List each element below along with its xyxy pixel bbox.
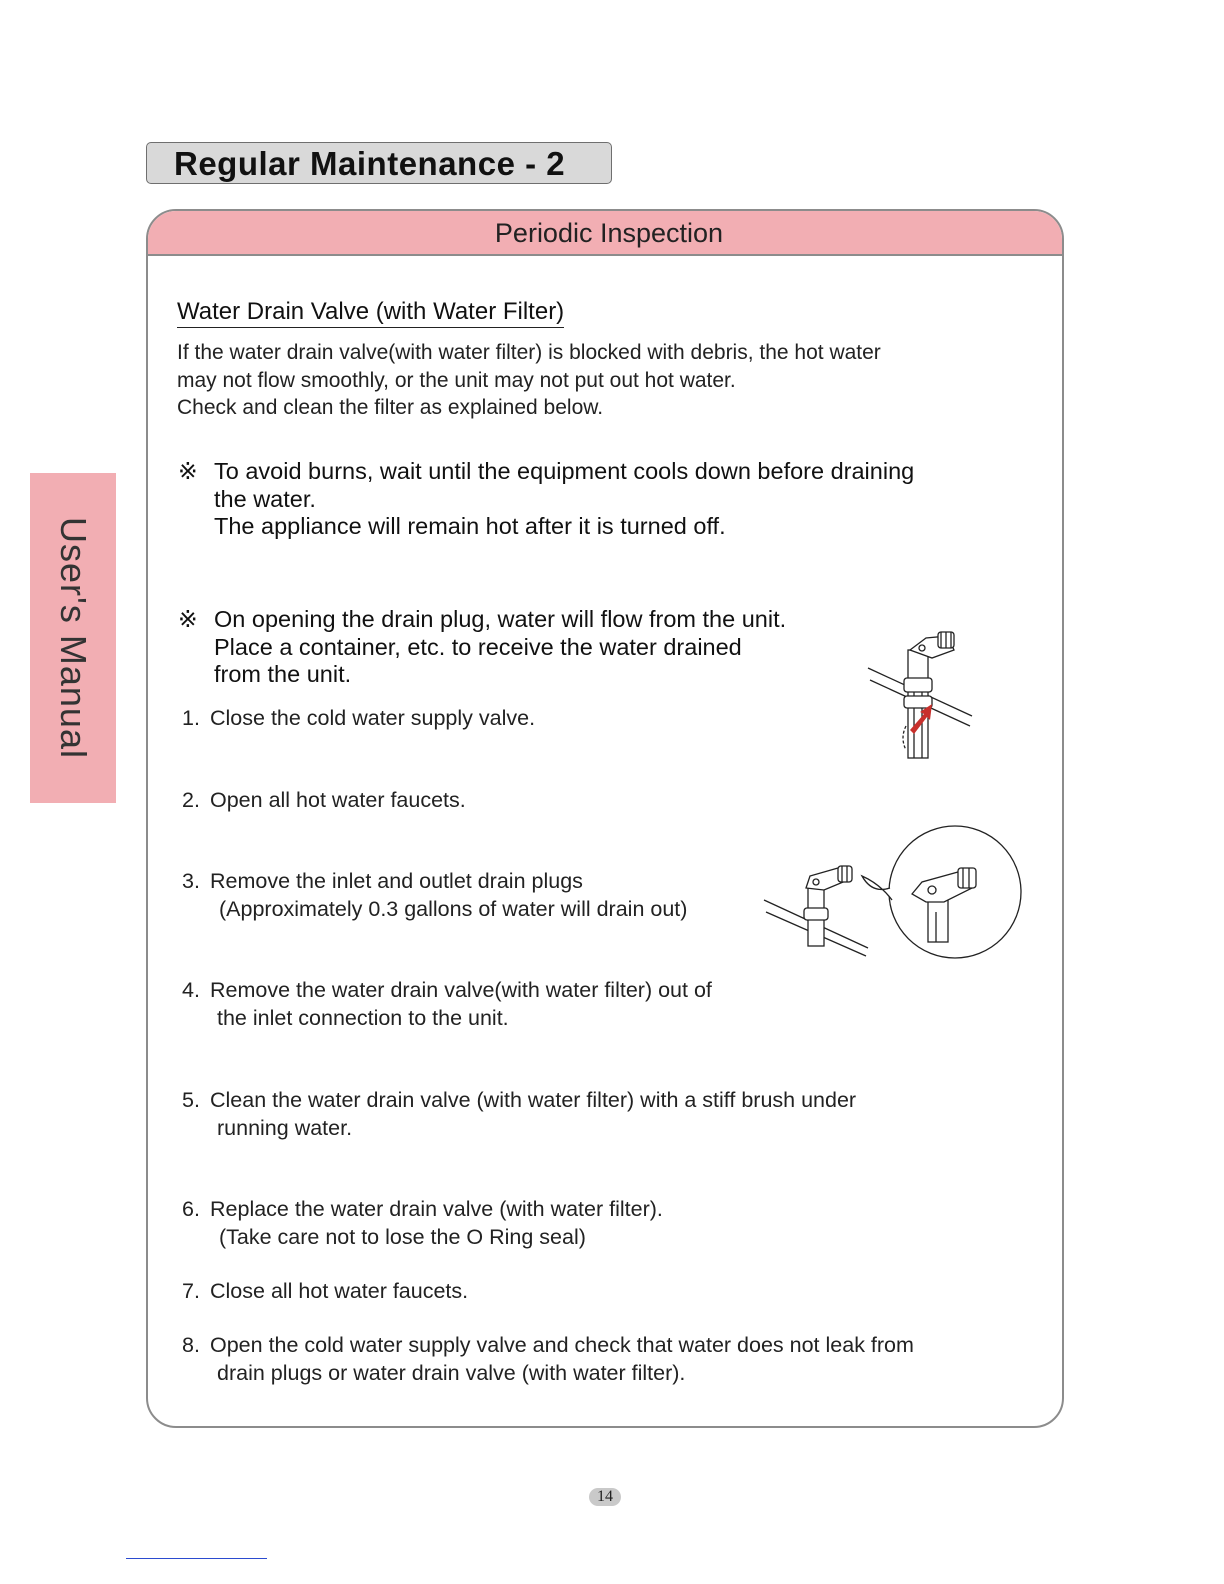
panel-header: Periodic Inspection [148,211,1062,256]
warning-mark-icon: ※ [178,606,198,632]
warning-text [214,606,786,689]
warning-line: The appliance will remain hot after it is turned off. [214,513,726,539]
warning-line: from the unit. [214,661,352,687]
step-subtext: running water. [217,1115,353,1140]
step-text: Open the cold water supply valve and check that water does not leak from [210,1333,914,1357]
intro-line-2: may not flow smoothly, or the unit may not put out hot water. [177,368,736,392]
step-number: 3. [182,869,200,893]
drain-valve-illustration [866,628,976,760]
page-title: Regular Maintenance - 2 [146,142,612,184]
step-text: Remove the water drain valve(with water filter) out of [210,978,712,1002]
warning-mark-icon: ※ [178,458,198,484]
warning-line: Place a container, etc. to receive the water drained [214,633,742,660]
intro-text [177,339,881,422]
warning-line: To avoid burns, wait until the equipment cools down before draining [214,458,915,484]
intro-line-3: Check and clean the filter as explained below. [177,396,604,419]
step-text: Replace the water drain valve (with water filter). [210,1197,663,1221]
step-number: 8. [182,1333,200,1357]
step-text: Remove the inlet and outlet drain plugs [210,869,583,893]
side-tab [30,473,116,803]
page-number: 14 [589,1488,621,1506]
step-subtext: (Approximately 0.3 gallons of water will drain out) [219,896,688,921]
drain-plugs-illustration [762,816,1026,968]
warning-text [214,458,914,541]
warning-line: On opening the drain plug, water will flow from the unit. [214,606,787,632]
section-title: Water Drain Valve (with Water Filter) [177,298,564,328]
step-text: Close all hot water faucets. [210,1279,469,1303]
step-number: 1. [182,706,200,730]
side-tab-label: User's Manual [53,517,94,759]
step-text: Open all hot water faucets. [210,788,466,812]
step-subtext: the inlet connection to the unit. [217,1005,509,1030]
step-text: Close the cold water supply valve. [210,706,536,730]
warning-line: the water. [214,485,316,512]
footer-rule [126,1558,267,1559]
step-subtext: drain plugs or water drain valve (with water filter). [217,1360,686,1385]
intro-line-1: If the water drain valve(with water filter) is blocked with debris, the hot water [177,341,881,364]
step-number: 6. [182,1197,200,1221]
step-number: 4. [182,978,200,1002]
step-number: 2. [182,788,200,812]
step-subtext: (Take care not to lose the O Ring seal) [219,1224,586,1249]
step-number: 7. [182,1279,200,1303]
step-number: 5. [182,1088,200,1112]
step-text: Clean the water drain valve (with water filter) with a stiff brush under [210,1088,857,1112]
